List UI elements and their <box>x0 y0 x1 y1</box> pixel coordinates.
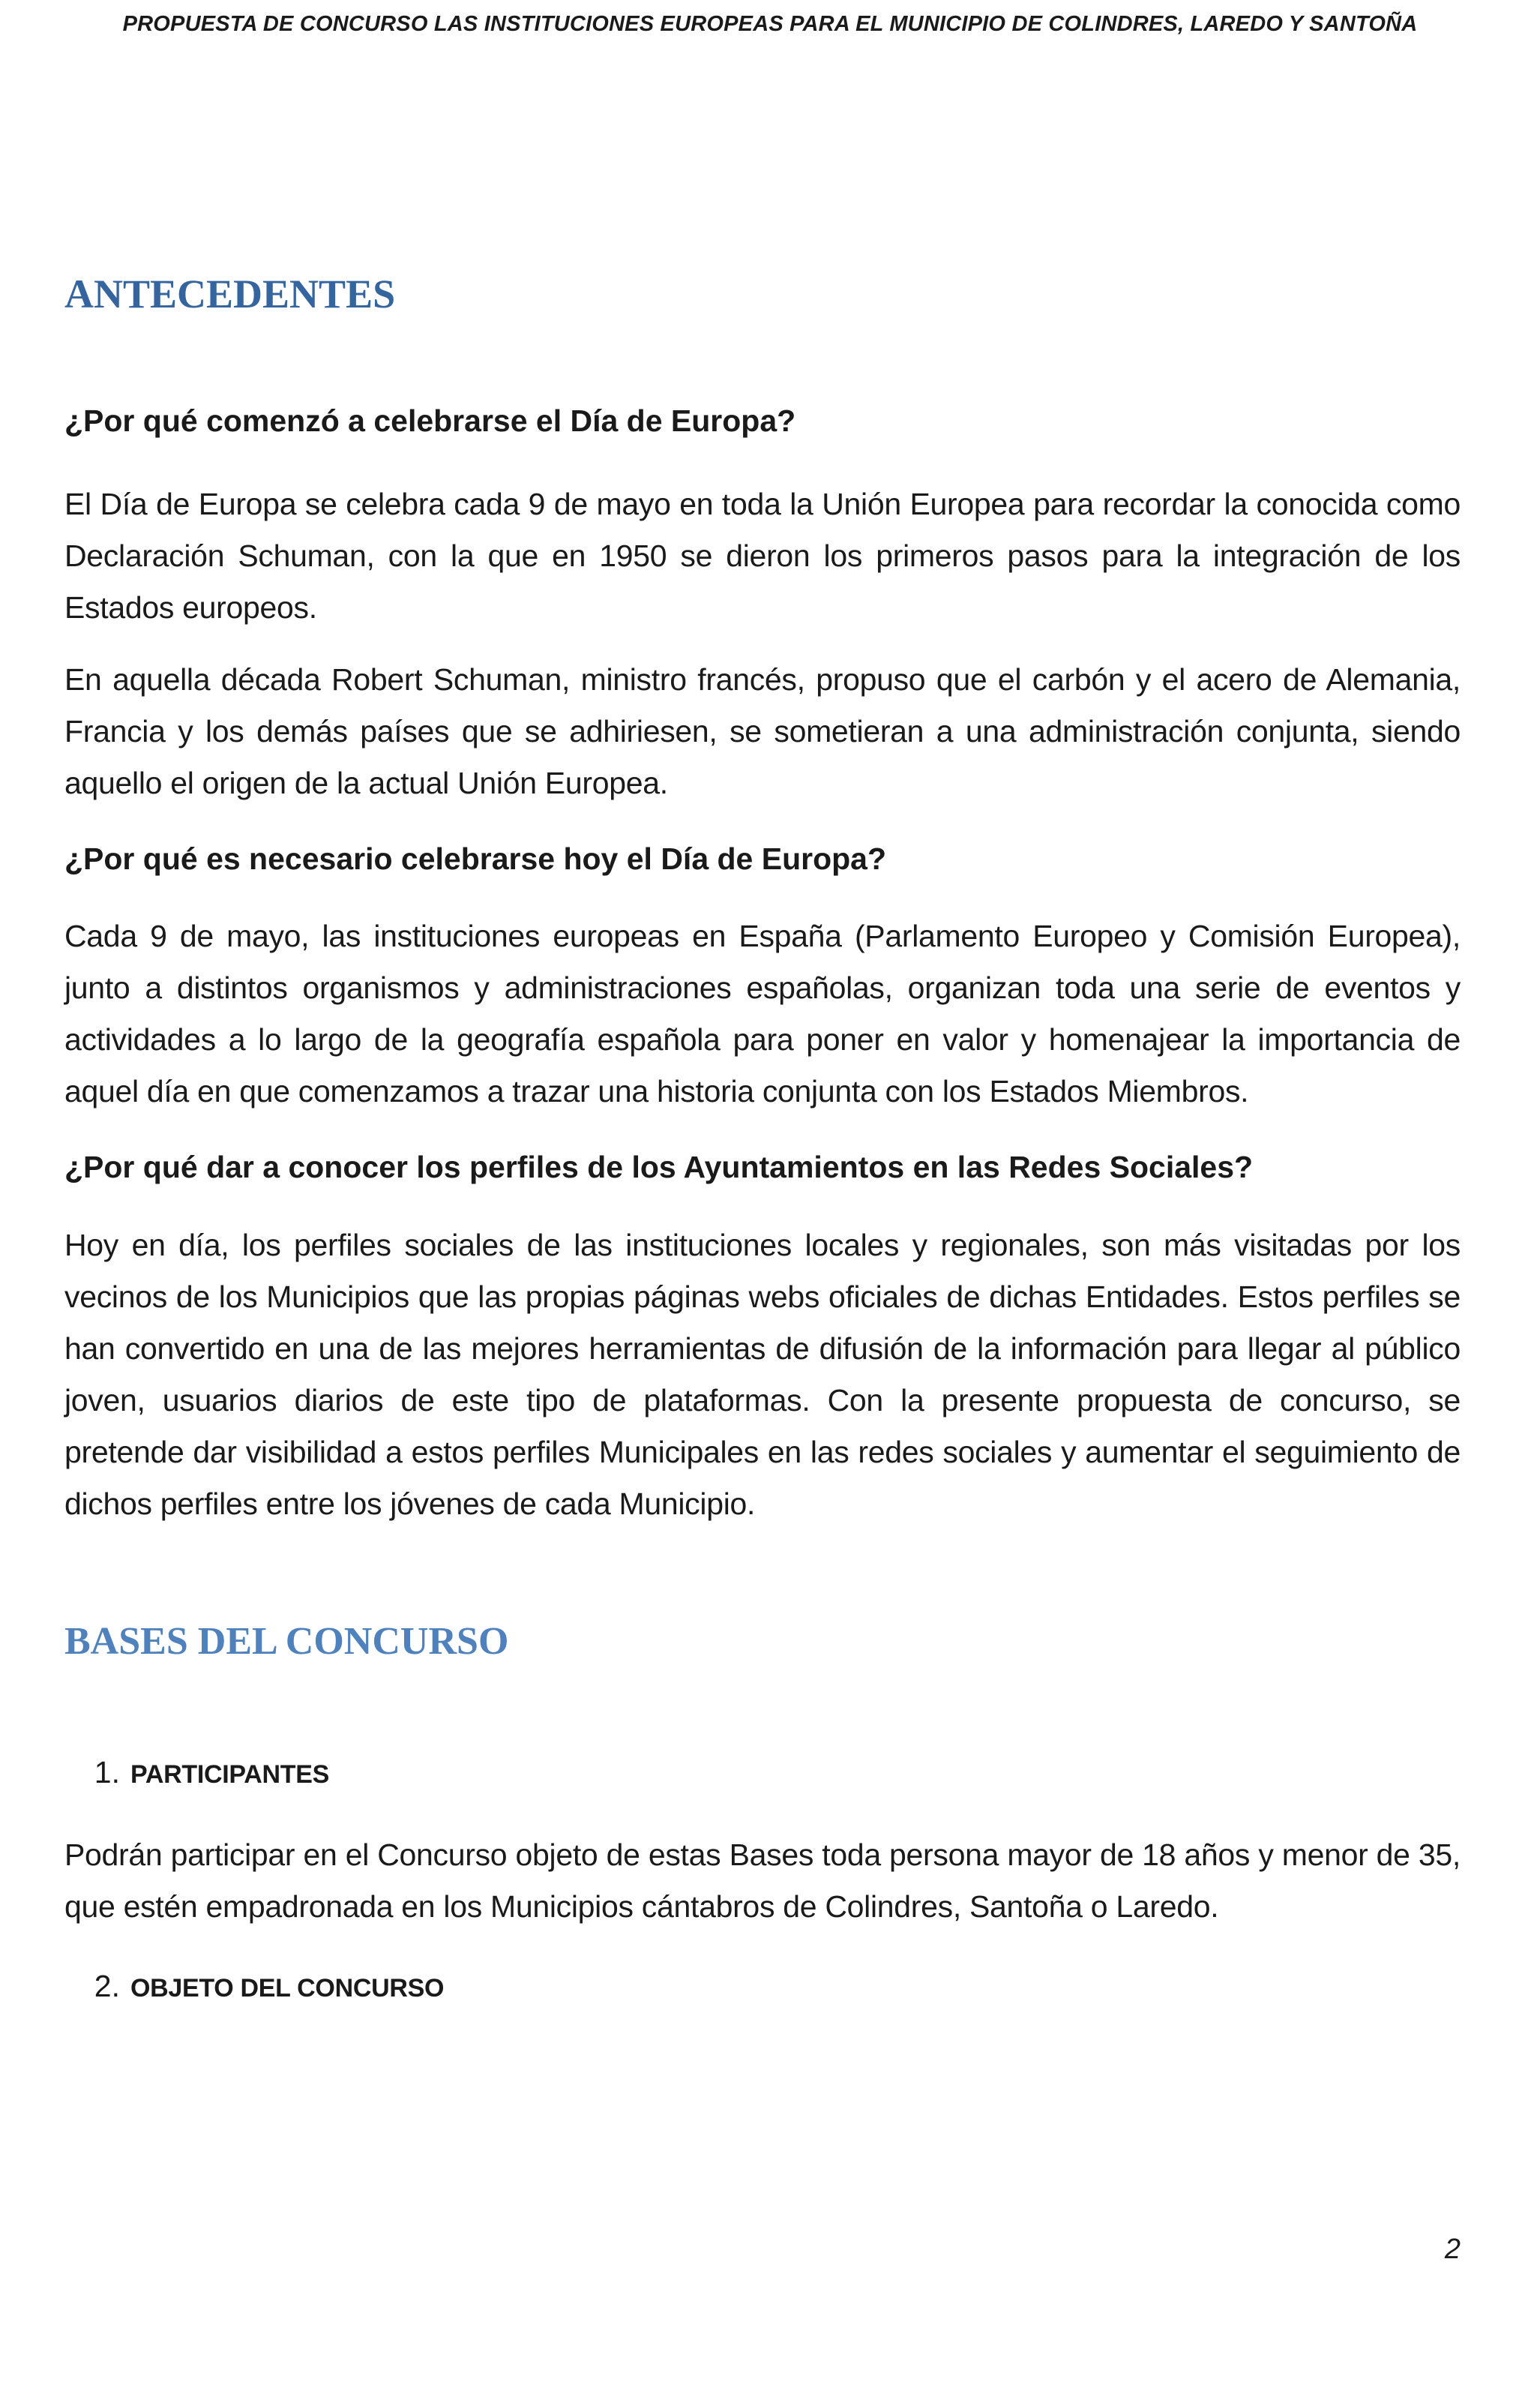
list-number: 2. <box>94 1969 120 2004</box>
question-heading: ¿Por qué comenzó a celebrarse el Día de Europa? <box>64 403 796 438</box>
list-label: OBJETO DEL CONCURSO <box>130 1974 445 2003</box>
paragraph: El Día de Europa se celebra cada 9 de mayo en toda la Unión Europea para recordar la conocida como Declaración Schuman, con la que en 1950 se dieron los primeros pasos para la integración de los Estados europeos. <box>64 487 1461 626</box>
running-header: PROPUESTA DE CONCURSO LAS INSTITUCIONES EUROPEAS PARA EL MUNICIPIO DE COLINDRES, LAREDO Y SANTOÑA <box>122 12 1418 36</box>
paragraph: Podrán participar en el Concurso objeto de estas Bases toda persona mayor de 18 años y menor de 35, que estén empadronada en los Municipios cántabros de Colindres, Santoña o Laredo. <box>64 1838 1461 1924</box>
page-body <box>64 270 1461 2004</box>
question-heading: ¿Por qué es necesario celebrarse hoy el Día de Europa? <box>64 842 887 877</box>
list-item-heading <box>64 1969 1461 2004</box>
section-title-bases: BASES DEL CONCURSO <box>64 1619 509 1663</box>
paragraph: En aquella década Robert Schuman, ministro francés, propuso que el carbón y el acero de Alemania, Francia y los demás países que se adhiriesen, se sometieran a una administración conjunta, siendo aquello el origen de la actual Unión Europea. <box>64 662 1461 801</box>
paragraph: Cada 9 de mayo, las instituciones europeas en España (Parlamento Europeo y Comisión Europea), junto a distintos organismos y administraciones españolas, organizan toda una serie de eventos y actividades a lo largo de la geografía española para poner en valor y homenajear la importancia de aquel día en que comenzamos a trazar una historia conjunta con los Estados Miembros. <box>64 919 1461 1109</box>
paragraph: Hoy en día, los perfiles sociales de las instituciones locales y regionales, son más visitadas por los vecinos de los Municipios que las propias páginas webs oficiales de dichas Entidades. Estos perfiles se han convertido en una de las mejores herramientas de difusión de la información para llegar al público joven, usuarios diarios de este tipo de plataformas. Con la presente propuesta de concurso, se pretende dar visibilidad a estos perfiles Municipales en las redes sociales y aumentar el seguimiento de dichos perfiles entre los jóvenes de cada Municipio. <box>64 1227 1461 1521</box>
section-title-antecedentes: ANTECEDENTES <box>64 272 396 316</box>
page-number: 2 <box>1444 2234 1461 2265</box>
list-number: 1. <box>94 1755 120 1790</box>
list-label: PARTICIPANTES <box>130 1760 329 1790</box>
question-heading: ¿Por qué dar a conocer los perfiles de los Ayuntamientos en las Redes Sociales? <box>64 1150 1254 1185</box>
list-item-heading <box>64 1755 1461 1790</box>
